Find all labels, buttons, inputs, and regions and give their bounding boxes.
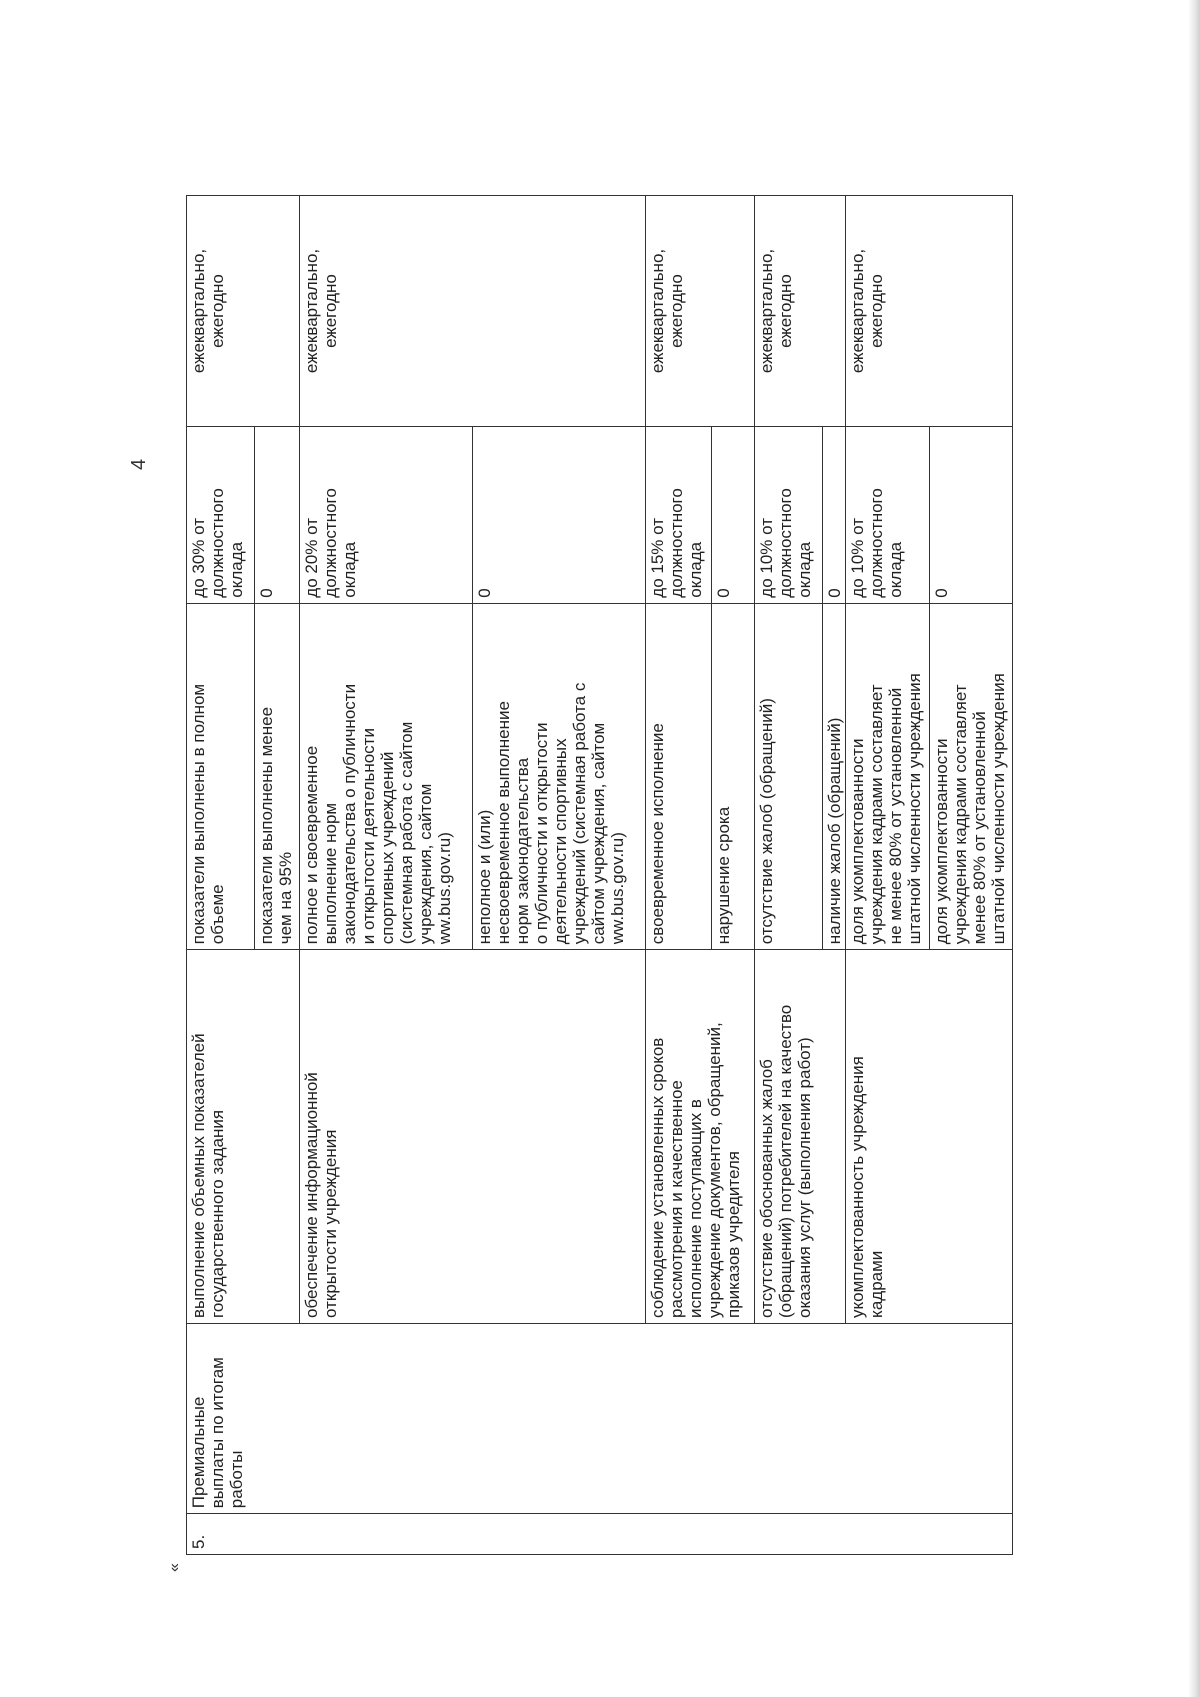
criterion-cell: показатели выполнены в полном объеме	[187, 603, 255, 950]
criterion-cell: неполное и (или) несвоевременное выполнение норм законодательства о публичности и открытости деятельности спортивных учреждений (системная работа с сайтом учреждения, сайтом ww.bus.gov.ru)	[473, 603, 646, 950]
amount-cell: 0	[712, 427, 755, 604]
criterion-cell: своевременное исполнение	[646, 603, 712, 950]
opening-quote-mark: «	[166, 1563, 183, 1572]
indicator-cell: выполнение объемных показателей государственного задания	[187, 950, 300, 1324]
amount-cell: 0	[823, 427, 846, 604]
indicator-cell: обеспечение информационной открытости учреждения	[300, 950, 646, 1324]
criterion-cell: полное и своевременное выполнение норм законодательства о публичности и открытости деятельности спортивных учреждений (системная работа с сайтом учреждения, сайтом ww.bus.gov.ru)	[300, 603, 473, 950]
indicator-cell: соблюдение установленных сроков рассмотрения и качественное исполнение поступающих в учреждение документов, обращений, приказов учредителя	[646, 950, 755, 1324]
payment-type-cell: Премиальные выплаты по итогам работы	[187, 1323, 1013, 1513]
amount-cell: 0	[255, 427, 300, 604]
bonus-criteria-table	[186, 195, 1013, 1555]
table-row	[187, 196, 255, 1555]
periodicity-cell: ежеквартально, ежегодно	[187, 196, 300, 427]
rotated-table-container	[186, 195, 1011, 1555]
amount-cell: до 10% от должностного оклада	[755, 427, 823, 604]
criterion-cell: отсутствие жалоб (обращений)	[755, 603, 823, 950]
periodicity-cell: ежеквартально, ежегодно	[300, 196, 646, 427]
amount-cell: до 15% от должностного оклада	[646, 427, 712, 604]
amount-cell: до 20% от должностного оклада	[300, 427, 473, 604]
periodicity-cell: ежеквартально, ежегодно	[755, 196, 846, 427]
scan-edge-shadow	[1188, 0, 1200, 1697]
page-number: 4	[128, 458, 150, 470]
item-number-cell: 5.	[187, 1514, 1013, 1555]
periodicity-cell: ежеквартально, ежегодно	[846, 196, 1013, 427]
criterion-cell: наличие жалоб (обращений)	[823, 603, 846, 950]
criterion-cell: нарушение срока	[712, 603, 755, 950]
periodicity-cell: ежеквартально, ежегодно	[646, 196, 755, 427]
indicator-cell: отсутствие обоснованных жалоб (обращений) потребителей на качество оказания услуг (выполнения работ)	[755, 950, 846, 1324]
amount-cell: до 30% от должностного оклада	[187, 427, 255, 604]
amount-cell: до 10% от должностного оклада	[846, 427, 930, 604]
amount-cell: 0	[473, 427, 646, 604]
criterion-cell: доля укомплектованности учреждения кадрами составляет не менее 80% от установленной штатной численности учреждения	[846, 603, 930, 950]
criterion-cell: показатели выполнены менее чем на 95%	[255, 603, 300, 950]
indicator-cell: укомплектованность учреждения кадрами	[846, 950, 1013, 1324]
amount-cell: 0	[930, 427, 1013, 604]
criterion-cell: доля укомплектованности учреждения кадрами составляет менее 80% от установленной штатной численности учреждения	[930, 603, 1013, 950]
